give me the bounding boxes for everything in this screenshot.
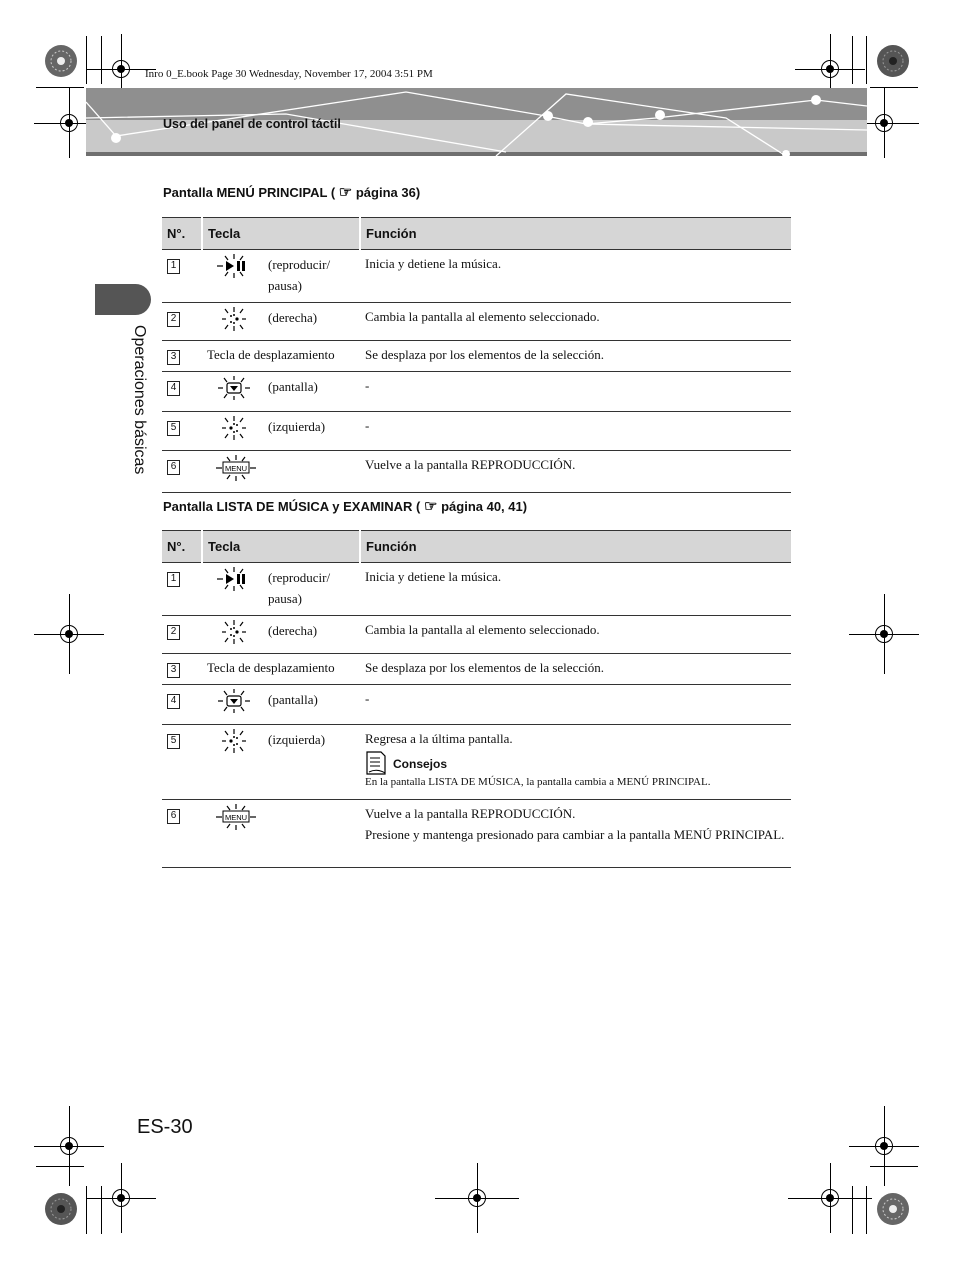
key-label: (izquierda) [268,419,326,434]
table2-title-prefix: Pantalla LISTA DE MÚSICA y EXAMINAR ( [163,499,421,514]
key-label: (izquierda) [268,732,326,747]
function-text: Regresa a la última pantalla. [365,731,513,746]
tips-title: Consejos [393,757,448,771]
row-number: 6 [167,460,180,475]
note-icon [365,751,387,775]
menu-icon-text: MENU [224,813,248,822]
color-wheel-icon [44,1192,78,1226]
header-num: N°. [162,531,202,563]
table1-title-prefix: Pantalla MENÚ PRINCIPAL ( [163,185,336,200]
header-function: Función [360,218,791,250]
left-dot-icon [216,728,252,754]
table-row [162,451,791,493]
table-row [162,725,791,800]
function-text: - [360,412,791,451]
key-label: (derecha) [268,623,318,638]
function-text: - [360,372,791,412]
tips-text: En la pantalla LISTA DE MÚSICA, la pantalla cambia a MENÚ PRINCIPAL. [365,776,711,788]
row-number: 3 [167,663,180,678]
table-row [162,341,791,372]
tips-box [365,751,786,775]
table-row [162,372,791,412]
row-number: 4 [167,381,180,396]
display-icon [216,688,252,714]
right-dot-icon [216,619,252,645]
row-number: 4 [167,694,180,709]
key-label: (pantalla) [268,379,318,394]
row-number: 1 [167,259,180,274]
row-number: 1 [167,572,180,587]
book-meta: Inro 0_E.book Page 30 Wednesday, November 17, 2004 3:51 PM [145,68,433,80]
key-label: Tecla de desplazamiento [202,341,360,372]
function-text: Se desplaza por los elementos de la selección. [360,341,791,372]
header-key: Tecla [202,531,360,563]
play-pause-icon [216,566,252,592]
key-label: (derecha) [268,310,318,325]
pointing-hand-icon: ☞ [424,498,438,515]
table1-title [163,183,420,201]
table-row [162,250,791,303]
page-number: ES-30 [137,1116,193,1138]
function-text: Vuelve a la pantalla REPRODUCCIÓN. [360,451,791,493]
row-number: 2 [167,625,180,640]
header-key: Tecla [202,218,360,250]
section-label: Uso del panel de control táctil [163,117,341,131]
key-label: (reproducir/ pausa) [268,570,331,606]
left-dot-icon [216,415,252,441]
table-header-row [162,218,791,250]
table-row [162,685,791,725]
row-number: 3 [167,350,180,365]
key-label: Tecla de desplazamiento [202,654,360,685]
music-list-table [162,530,791,868]
table-row [162,654,791,685]
table1-title-suffix: página 36) [355,185,421,200]
table-row [162,563,791,616]
table-row [162,800,791,868]
function-text: Inicia y detiene la música. [360,250,791,303]
chapter-tab [95,284,151,315]
function-text: Cambia la pantalla al elemento seleccionado. [360,303,791,341]
row-number: 6 [167,809,180,824]
function-extra-text: Presione y mantenga presionado para cambiar a la pantalla MENÚ PRINCIPAL. [365,827,785,842]
menu-icon [216,454,256,482]
menu-icon-text: MENU [224,464,248,473]
table-row [162,412,791,451]
table2-title-suffix: página 40, 41) [441,499,528,514]
table2-title [163,497,527,515]
function-text: Se desplaza por los elementos de la selección. [360,654,791,685]
function-text: Cambia la pantalla al elemento seleccionado. [360,616,791,654]
function-text: Inicia y detiene la música. [360,563,791,616]
key-label: (reproducir/ pausa) [268,257,331,293]
row-number: 2 [167,312,180,327]
menu-icon [216,803,256,831]
header-num: N°. [162,218,202,250]
right-dot-icon [216,306,252,332]
play-pause-icon [216,253,252,279]
main-menu-table [162,217,791,493]
color-wheel-icon [44,44,78,78]
row-number: 5 [167,734,180,749]
display-icon [216,375,252,401]
chapter-label: Operaciones básicas [131,325,148,475]
pointing-hand-icon: ☞ [338,184,353,201]
function-text: - [360,685,791,725]
header-function: Función [360,531,791,563]
table-row [162,303,791,341]
row-number: 5 [167,421,180,436]
table-header-row [162,531,791,563]
table-row [162,616,791,654]
function-text: Vuelve a la pantalla REPRODUCCIÓN. [365,806,576,821]
color-wheel-icon [876,1192,910,1226]
key-label: (pantalla) [268,692,318,707]
color-wheel-icon [876,44,910,78]
